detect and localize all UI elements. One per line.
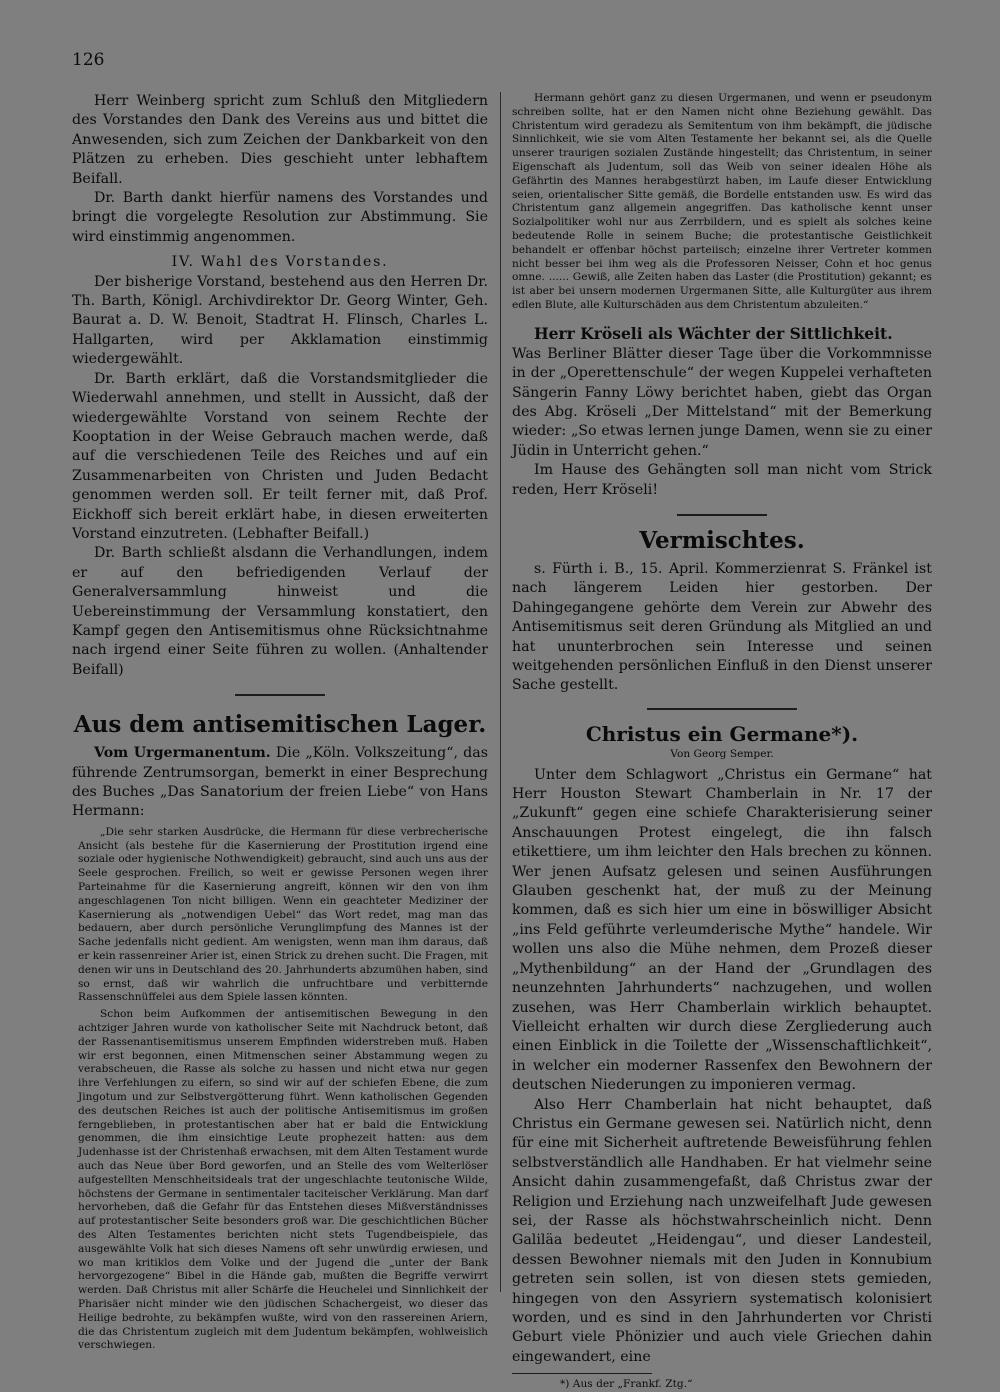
quote-paragraph: „Die sehr starken Ausdrücke, die Hermann für diese verbrecherische Ansicht (als bestehe für die Kasernierung der Prostitution irgend eine soziale oder hygienische Nothwendigkeit) gebraucht, sind auch uns aus der Seele gesprochen. Freilich, so weit er gewisse Personen wegen ihrer Parteinahme für die Kasernierung angreift, können wir den von ihm angeschlagenen Ton nicht billigen. Wenn ein geachteter Mediziner der Kasernierung als „notwendigen Uebel“ das Wort redet, mag man das bedauern, aber durch persönliche Verunglimpfung des Mannes ist der Sache jedenfalls nicht gedient. Am wenigsten, wenn man ihm daraus, daß er kein rassenreiner Arier ist, einen Strick zu drehen sucht. Die Fragen, mit denen wir uns in Deutschland des 20. Jahrhunderts abzumühen haben, sind so ernst, daß wir wahrlich die unfruchtbare und verbitternde Rassenschnüffelei aus dem Spiele lassen könnten. xyxy=(78,825,488,1004)
separator-rule xyxy=(647,708,797,710)
page-number: 126 xyxy=(72,50,105,70)
paragraph: Im Hause des Gehängten soll man nicht vom Strick reden, Herr Kröseli! xyxy=(512,462,932,498)
paragraph: s. Fürth i. B., 15. April. Kommerzienrat S. Fränkel ist nach längerem Leiden hier gestorben. Der Dahingegangene gehörte dem Verein zur Abwehr des Antisemitismus seit deren Gründung als Mitglied an und hat ununterbrochen sein Interesse und seinen weitgehenden persönlichen Einfluß in den Dienst unserer Sache gestellt. xyxy=(512,561,932,694)
footnote: *) Aus der „Frankf. Ztg.“ xyxy=(560,1378,693,1391)
paragraph: Dr. Barth schließt alsdann die Verhandlungen, indem er auf den befriedigenden Verlauf der Generalversammlung hinweist und die Uebereinstimmung der Versammlung konstatiert, den Kampf gegen den Antisemitismus ohne Rücksichtnahme nach irgend einer Seite führen zu wollen. (Anhaltender Beifall) xyxy=(72,545,488,678)
left-column xyxy=(72,92,488,1353)
column-divider xyxy=(500,92,501,1292)
separator-rule xyxy=(235,694,325,696)
paragraph: Dr. Barth dankt hierfür namens des Vorstandes und bringt die vorgelegte Resolution zur Abstimmung. Sie wird einstimmig angenommen. xyxy=(72,190,488,245)
byline: Von Georg Semper. xyxy=(670,747,774,760)
paragraph: Der bisherige Vorstand, bestehend aus den Herren Dr. Th. Barth, Königl. Archivdirektor Dr. Georg Winter, Geh. Baurat a. D. W. Benoit, Stadtrat H. Flinsch, Charles L. Hallgarten, wird per Akklamation einstimmig wiedergewählt. xyxy=(72,273,488,368)
paragraph: Was Berliner Blätter dieser Tage über die Vorkommnisse in der „Operettenschule“ der wegen Kuppelei verhafteten Sängerin Fanny Löwy berichtet haben, giebt das Organ des Abg. Kröseli „Der Mittelstand“ mit der Bemerkung wieder: „So etwas lernen junge Damen, wenn sie zu einer Jüdin in Unterricht gehen.“ xyxy=(512,345,932,459)
footnote-rule xyxy=(512,1373,652,1374)
section-heading: IV. Wahl des Vorstandes. xyxy=(171,254,389,271)
paragraph: Herr Weinberg spricht zum Schluß den Mitgliedern des Vorstandes den Dank des Vereins aus und bittet die Anwesenden, sich zum Zeichen der Dankbarkeit von den Plätzen zu erheben. Dies geschieht unter lebhaftem Beifall. xyxy=(72,93,488,187)
article-title: Christus ein Germane*). xyxy=(585,721,859,746)
quote-paragraph: Schon beim Aufkommen der antisemitischen Bewegung in den achtziger Jahren wurde von katholischer Seite mit Nachdruck betont, daß der Rassenantisemitismus unserem Empfinden widerstreben muß. Haben wir erst begonnen, einen Mitmenschen seiner Abstammung wegen zu verabscheuen, die Rasse als solche zu hassen und nicht etwa nur gegen ihre Verfehlungen zu eifern, so sind wir auf der schiefen Ebene, die zum Jingotum und zur Selbstvergötterung führt. Wenn katholischen Gegenden des deutschen Reiches ist auch der politische Antisemitismus im großen ferngeblieben, in protestantischen aber hat er bald die Entwicklung genommen, die ihm einsichtige Leute prophezeit hatten: aus dem Judenhasse ist der Christenhaß erwachsen, mit dem Alten Testament wurde auch das Neue über Bord geworfen, und an Stelle des vom Welterlöser aufgestellten Menschheitsideals trat der ungeschlachte teutonische Wilde, höchstens der Germane in sentimentaler taciteischer Verklärung. Man darf hervorheben, daß die Gefahr für das Entstehen dieses Mißverständnisses auf protestantischer Seite besonders groß war. Die geschichtlichen Bücher des Alten Testamentes berichten nicht stets Tugendbeispiele, das ausgewählte Volk hat sich dieses Namens oft sehr unwürdig erwiesen, und wo man kritiklos dem Volke und der Jugend die „unter der Bank hervorgezogene“ Bibel in die Hände gab, mußten die Begriffe verwirrt werden. Daß Christus mit aller Schärfe die Heuchelei und Sinnlichkeit der Pharisäer nicht minder wie den jüdischen Schachergeist, wo dieser das Heilige bedrohte, zu bekämpfen wußte, wird von den rassereinen Ariern, die das Christentum zugleich mit dem Judentum bekämpfen, wohlweislich verschwiegen. xyxy=(78,1008,488,1352)
paragraph: Dr. Barth erklärt, daß die Vorstandsmitglieder die Wiederwahl annehmen, und stellt in Aussicht, daß der wiedergewählte Vorstand von seinem Rechte der Kooptation in der Weise Gebrauch machen werde, daß auf die verschiedenen Teile des Reiches und auf ein Zusammenarbeiten von Christen und Juden Bedacht genommen werden soll. Er teilt ferner mit, daß Prof. Eickhoff sich bereit erklärt habe, in diesen erweiterten Vorstand einzutreten. (Lebhafter Beifall.) xyxy=(72,370,488,542)
subheading: Herr Kröseli als Wächter der Sittlichkeit. xyxy=(534,323,893,343)
paragraph xyxy=(72,744,488,822)
separator-rule xyxy=(677,514,767,516)
paragraph: Unter dem Schlagwort „Christus ein Germane“ hat Herr Houston Stewart Chamberlain in Nr. 17 der „Zukunft“ gegen eine schiefe Charakterisierung seiner Anschauungen Protest eingelegt, die ihn falsch etikettiere, um ihm leichter den Hals brechen zu können. Wer jenen Aufsatz gelesen und seinen Ausführungen Glauben geschenkt hat, der muß zu der Meinung kommen, daß es sich hier um eine in böswilliger Absicht „ins Feld geführte verleumderische Mythe“ handele. Wir wollen uns also die Mühe nehmen, dem Prozeß dieser „Mythenbildung“ an der Hand der „Grundlagen des neunzehnten Jahrhunderts“ nachzugehen, und wollen zusehen, was Herr Chamberlain wirklich behauptet. Vielleicht erhalten wir durch diese Zergliederung auch einen Einblick in die Toilette der „Wissenschaftlichkeit“, in welcher ein moderner Rassenfex den Bewohnern der deutschen Niederungen zu imponieren vermag. xyxy=(512,766,932,1094)
paragraph: Also Herr Chamberlain hat nicht behauptet, daß Christus ein Germane gewesen sei. Natürlich nicht, denn für eine mit Sicherheit auftretende Beweisführung fehlen selbstverständlich alle Handhaben. Er hat vielmehr seine Ansicht dahin zusammengefaßt, daß Christus zwar der Religion und Erziehung nach unzweifelhaft Jude gewesen sei, der Rasse als höchstwahrscheinlich nicht. Denn Galiläa bedeutet „Heidengau“, und dieser Landesteil, dessen Bewohner niemals mit den Juden in Konnubium getreten sein sollen, ist von diesen stets gemieden, hingegen von den Assyriern systematisch kolonisiert worden, und es sind in den Jahrhunderten vor Christi Geburt viele Phönizier und auch viele Griechen dahin eingewandert, eine xyxy=(512,1096,932,1365)
right-column xyxy=(512,92,932,1392)
section-heading: Vermischtes. xyxy=(639,527,805,554)
quote-paragraph: Hermann gehört ganz zu diesen Urgermanen, und wenn er pseudonym schreiben sollte, hat er den Namen nicht ohne Beziehung gewählt. Das Christentum wird geradezu als Semitentum von ihm bekämpft, die jüdische Sinnlichkeit, wie sie vom Alten Testamente her bekannt sei, als die Quelle unserer traurigen sozialen Zustände hingestellt; das Christentum, in seiner Eigenschaft als Judentum, soll das Weib von seiner idealen Höhe als Gefährtin des Mannes herabgestürzt haben, im Laufe dieser Entwicklung seien, orientalischer Sitte gemäß, die Bordelle entstanden usw. Es wird das Christentum ganz allgemein angegriffen. Das katholische kennt unser Sozialpolitiker wohl nur aus Zerrbildern, und es spielt als solches keine bedeutende Rolle in seinem Buche; die protestantische Geistlichkeit behandelt er offenbar höchst parteiisch; einzelne ihrer Vertreter kommen nicht besser bei ihm weg als die Professoren Neisser, Cohn et hoc genus omne. ...... Gewiß, alle Zeiten haben das Laster (die Prostitution) gekannt; es ist aber bei unsern modernen Urgermanen Sitte, alle Kulturgüter aus ihrem edlen Blute, alle Kulturschäden aus dem Christentum abzuleiten.“ xyxy=(512,92,932,311)
section-heading: Aus dem antisemitischen Lager. xyxy=(73,711,487,739)
subheading: Vom Urgermanentum. xyxy=(94,745,271,762)
paragraph-text: Die „Köln. Volkszeitung“, das führende Zentrumsorgan, bemerkt in einer Besprechung des Buches „Das Sanatorium der freien Liebe“ von Hans Hermann: xyxy=(72,745,488,820)
